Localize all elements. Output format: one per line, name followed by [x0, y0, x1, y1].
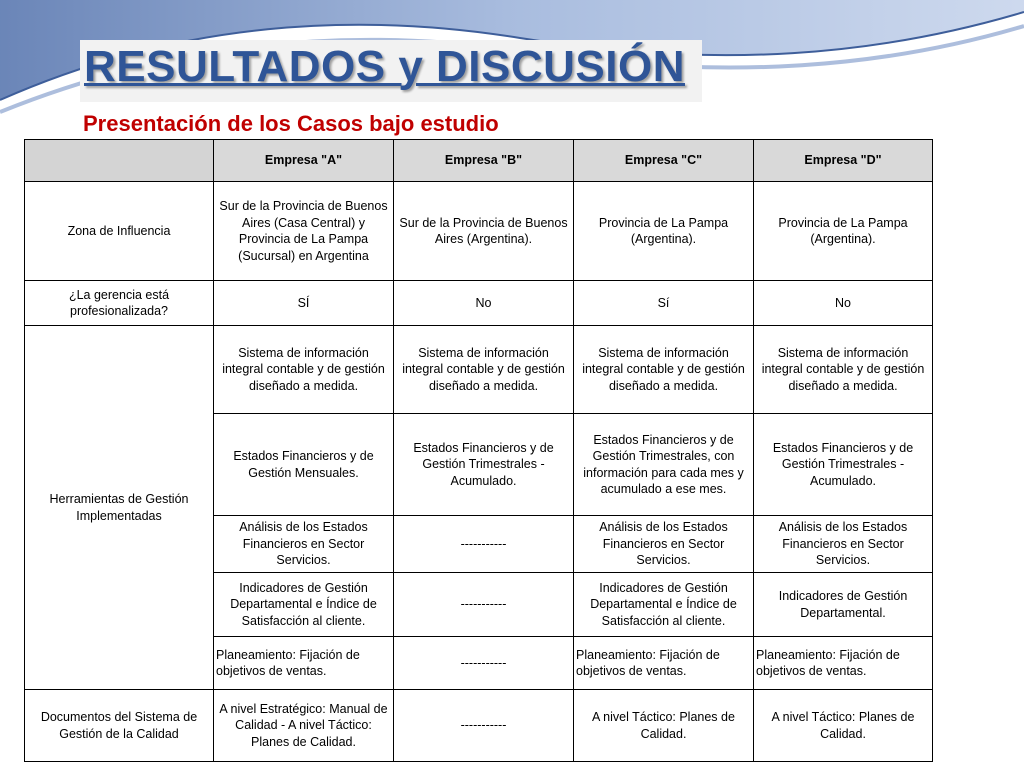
table-cell: Análisis de los Estados Financieros en Sector Servicios.	[754, 516, 933, 573]
table-cell: Sistema de información integral contable y de gestión diseñado a medida.	[214, 326, 394, 414]
table-cell: SÍ	[214, 281, 394, 326]
header-empresa-b: Empresa "B"	[394, 140, 574, 182]
row-herramientas-1	[25, 326, 933, 414]
table-cell: Planeamiento: Fijación de objetivos de ventas.	[214, 637, 394, 690]
table-cell: Estados Financieros y de Gestión Trimestrales, con información para cada mes y acumulado a ese mes.	[574, 414, 754, 516]
slide-title: RESULTADOS y DISCUSIÓN	[84, 42, 685, 91]
table-cell: Sur de la Provincia de Buenos Aires (Argentina).	[394, 182, 574, 281]
table-cell: Sí	[574, 281, 754, 326]
row-label: Zona de Influencia	[25, 182, 214, 281]
table-cell: A nivel Táctico: Planes de Calidad.	[754, 690, 933, 762]
slide-subtitle: Presentación de los Casos bajo estudio	[83, 111, 499, 136]
table-cell: No	[394, 281, 574, 326]
table-cell: Indicadores de Gestión Departamental.	[754, 573, 933, 637]
table-cell: -----------	[394, 516, 574, 573]
table-cell: Sistema de información integral contable y de gestión diseñado a medida.	[394, 326, 574, 414]
table-cell: A nivel Estratégico: Manual de Calidad - A nivel Táctico: Planes de Calidad.	[214, 690, 394, 762]
table-cell: No	[754, 281, 933, 326]
row-label: Documentos del Sistema de Gestión de la Calidad	[25, 690, 214, 762]
table-cell: Provincia de La Pampa (Argentina).	[574, 182, 754, 281]
table-cell: Planeamiento: Fijación de objetivos de ventas.	[574, 637, 754, 690]
table-cell: -----------	[394, 690, 574, 762]
row-gerencia	[25, 281, 933, 326]
table-cell: Estados Financieros y de Gestión Mensuales.	[214, 414, 394, 516]
table-cell: Análisis de los Estados Financieros en Sector Servicios.	[574, 516, 754, 573]
header-row	[25, 140, 933, 182]
table-cell: Sur de la Provincia de Buenos Aires (Casa Central) y Provincia de La Pampa (Sucursal) en Argentina	[214, 182, 394, 281]
table-cell: Estados Financieros y de Gestión Trimestrales - Acumulado.	[394, 414, 574, 516]
header-empresa-d: Empresa "D"	[754, 140, 933, 182]
table-cell: Análisis de los Estados Financieros en Sector Servicios.	[214, 516, 394, 573]
header-empresa-a: Empresa "A"	[214, 140, 394, 182]
table-cell: Provincia de La Pampa (Argentina).	[754, 182, 933, 281]
header-corner-cell	[25, 140, 214, 182]
table-cell: Sistema de información integral contable y de gestión diseñado a medida.	[754, 326, 933, 414]
table-cell: Indicadores de Gestión Departamental e Índice de Satisfacción al cliente.	[214, 573, 394, 637]
table-cell: -----------	[394, 573, 574, 637]
cases-table	[24, 139, 933, 762]
table-cell: Planeamiento: Fijación de objetivos de ventas.	[754, 637, 933, 690]
table-cell: -----------	[394, 637, 574, 690]
table-cell: A nivel Táctico: Planes de Calidad.	[574, 690, 754, 762]
row-label: ¿La gerencia está profesionalizada?	[25, 281, 214, 326]
table-cell: Sistema de información integral contable y de gestión diseñado a medida.	[574, 326, 754, 414]
row-documentos	[25, 690, 933, 762]
table-cell: Estados Financieros y de Gestión Trimestrales - Acumulado.	[754, 414, 933, 516]
row-label: Herramientas de Gestión Implementadas	[25, 326, 214, 690]
row-zona-influencia	[25, 182, 933, 281]
header-empresa-c: Empresa "C"	[574, 140, 754, 182]
table-cell: Indicadores de Gestión Departamental e Índice de Satisfacción al cliente.	[574, 573, 754, 637]
